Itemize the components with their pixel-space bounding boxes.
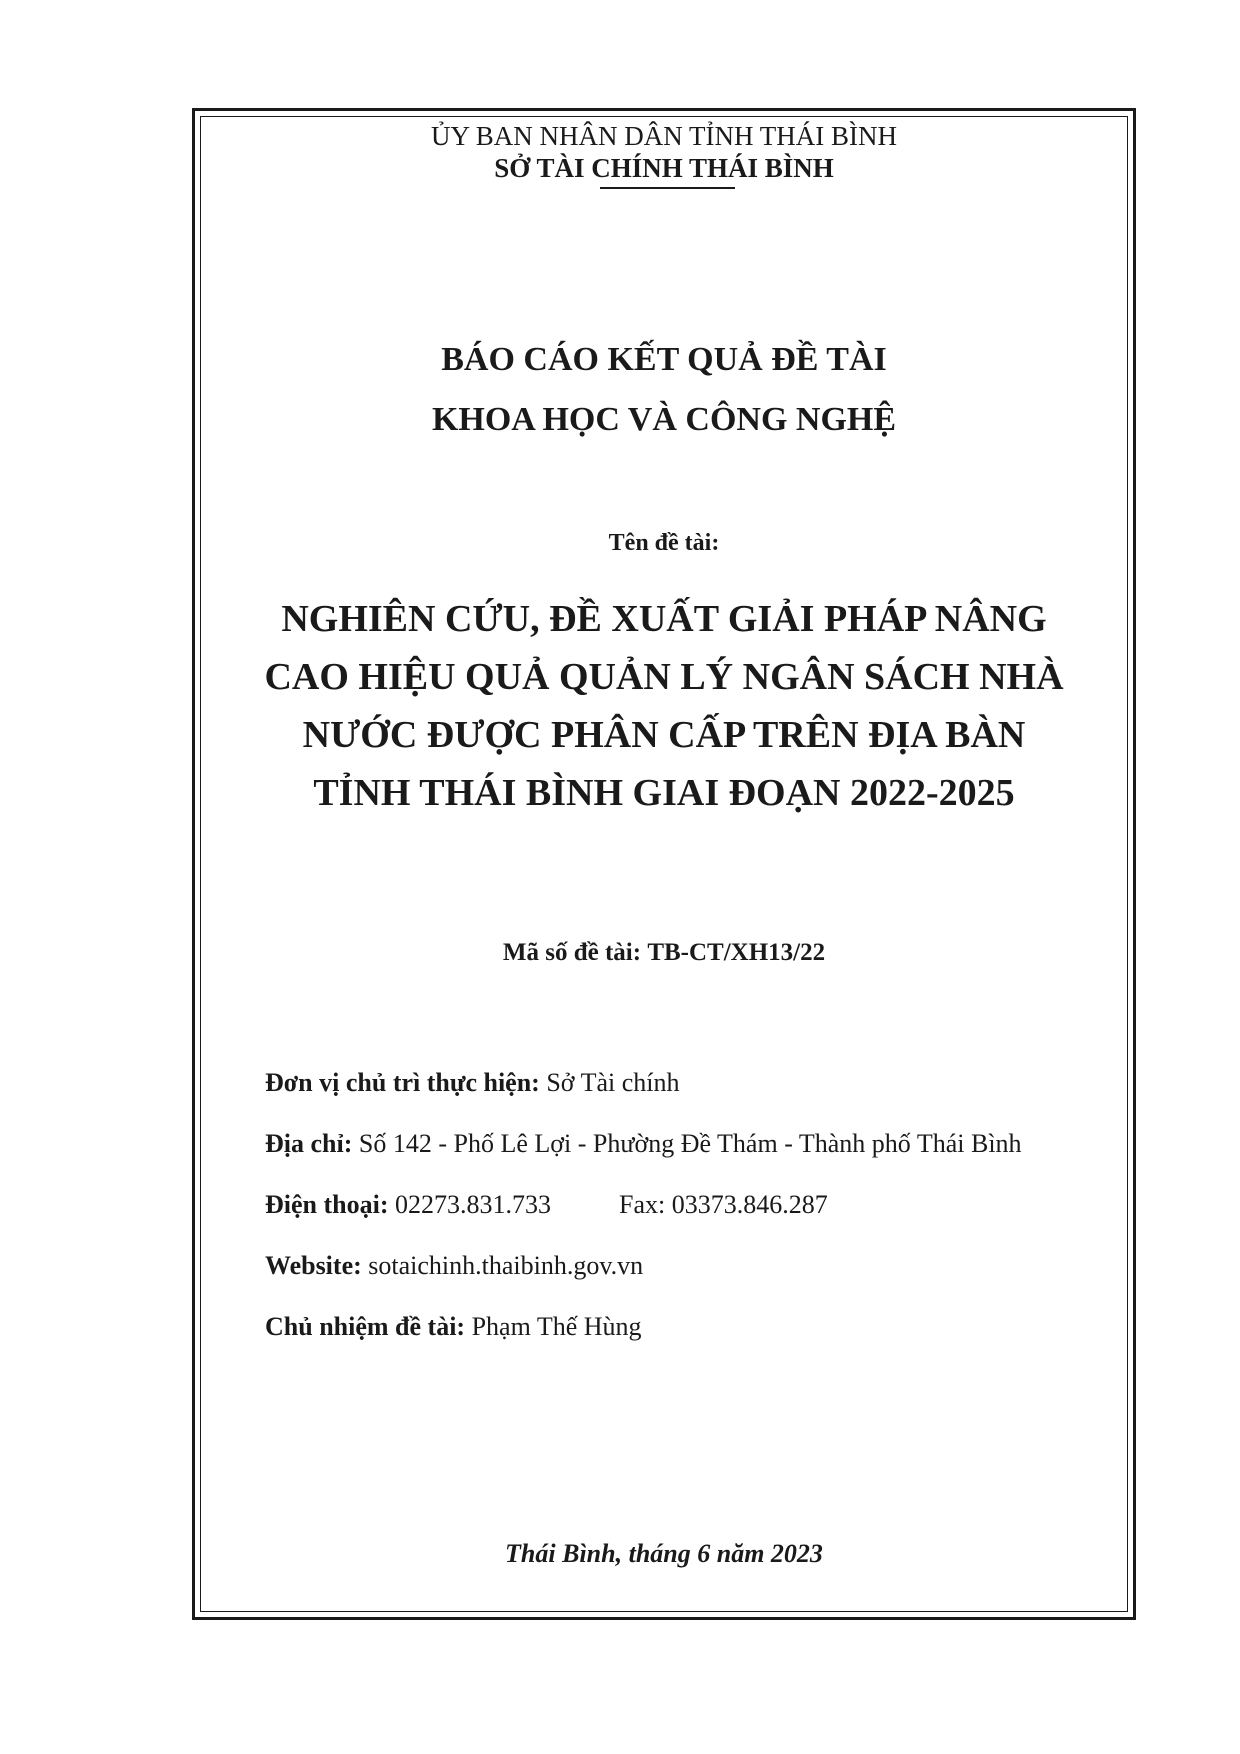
- department-underline: [600, 187, 735, 189]
- topic-name-line: NƯỚC ĐƯỢC PHÂN CẤP TRÊN ĐỊA BÀN: [302, 714, 1026, 756]
- agency-name: ỦY BAN NHÂN DÂN TỈNH THÁI BÌNH: [431, 121, 897, 151]
- fax-label: Fax:: [619, 1190, 666, 1219]
- host-unit-label: Đơn vị chủ trì thực hiện:: [265, 1068, 540, 1097]
- website-row: [265, 1250, 1125, 1282]
- address-value: Số 142 - Phố Lê Lợi - Phường Đề Thám - Thành phố Thái Bình: [358, 1129, 1022, 1158]
- report-title-line: BÁO CÁO KẾT QUẢ ĐỀ TÀI: [441, 341, 887, 378]
- report-title-line: KHOA HỌC VÀ CÔNG NGHỆ: [431, 401, 897, 438]
- topic-name-line: TỈNH THÁI BÌNH GIAI ĐOẠN 2022-2025: [313, 772, 1015, 814]
- host-unit-value: Sở Tài chính: [546, 1068, 680, 1097]
- host-unit-row: [265, 1067, 1125, 1099]
- topic-name-line: CAO HIỆU QUẢ QUẢN LÝ NGÂN SÁCH NHÀ: [264, 656, 1064, 698]
- topic-leader-label: Chủ nhiệm đề tài:: [265, 1312, 466, 1341]
- topic-code-value: TB-CT/XH13/22: [647, 939, 826, 966]
- website-value: sotaichinh.thaibinh.gov.vn: [368, 1251, 644, 1280]
- topic-leader-row: [265, 1311, 1125, 1343]
- address-label: Địa chỉ:: [265, 1129, 353, 1158]
- topic-code: [200, 938, 1128, 968]
- topic-name: [220, 590, 1108, 822]
- topic-label: Tên đề tài:: [608, 530, 720, 556]
- report-title: [200, 330, 1128, 450]
- department-name: SỞ TÀI CHÍNH THÁI BÌNH: [494, 153, 834, 183]
- topic-code-label: Mã số đề tài:: [502, 939, 642, 966]
- fax-value: 03373.846.287: [671, 1190, 828, 1219]
- topic-leader-value: Phạm Thế Hùng: [471, 1312, 642, 1341]
- contact-row: [265, 1189, 1125, 1221]
- phone-value: 02273.831.733: [395, 1190, 551, 1219]
- place-and-date: Thái Bình, tháng 6 năm 2023: [505, 1539, 823, 1568]
- topic-name-line: NGHIÊN CỨU, ĐỀ XUẤT GIẢI PHÁP NÂNG: [281, 598, 1047, 640]
- website-label: Website:: [265, 1251, 362, 1280]
- address-row: [265, 1128, 1125, 1160]
- phone-label: Điện thoại:: [265, 1190, 389, 1219]
